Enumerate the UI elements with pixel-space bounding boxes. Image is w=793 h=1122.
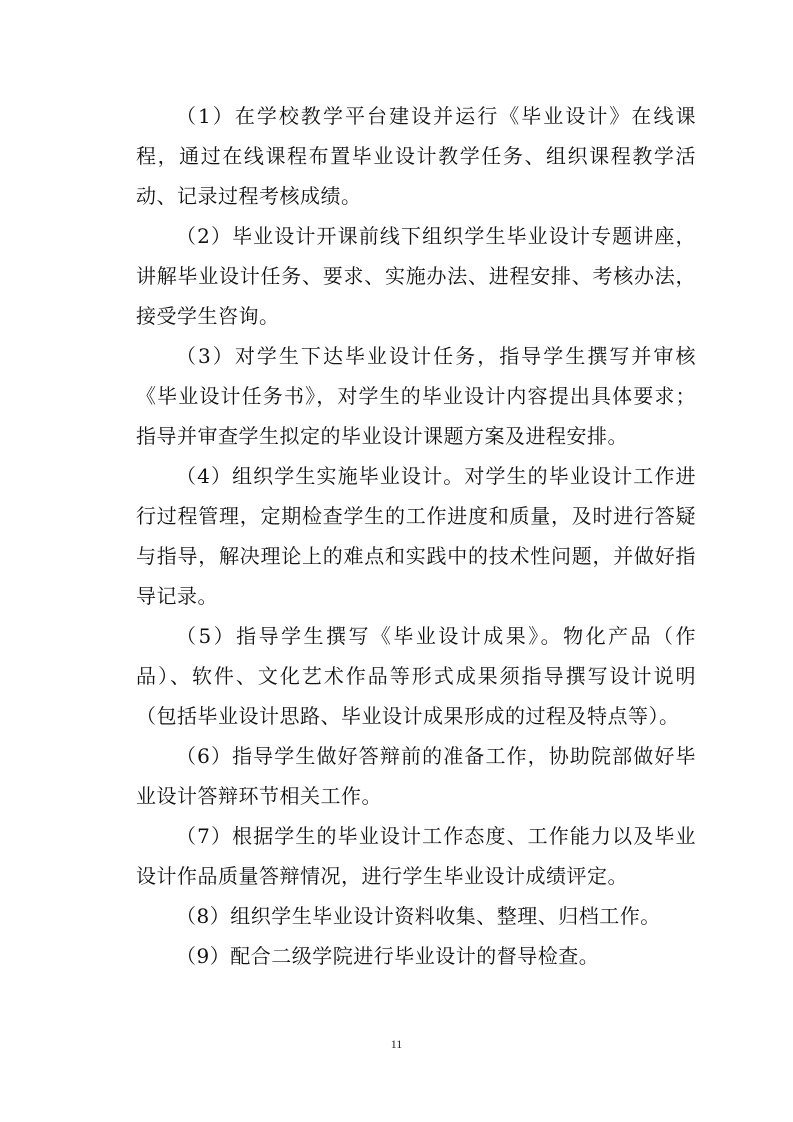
paragraph-item-9: （9）配合二级学院进行毕业设计的督导检查。 <box>176 944 600 968</box>
paragraph-item-7: （7）根据学生的毕业设计工作态度、工作能力以及毕业设计作品质量答辩情况，进行学生毕业设计成绩评定。 <box>136 824 696 888</box>
paragraph-item-2: （2）毕业设计开课前线下组织学生毕业设计专题讲座，讲解毕业设计任务、要求、实施办法、进程安排、考核办法，接受学生咨询。 <box>136 224 696 328</box>
document-body <box>136 96 696 976</box>
paragraph-item-3: （3）对学生下达毕业设计任务，指导学生撰写并审核《毕业设计任务书》，对学生的毕业设计内容提出具体要求；指导并审查学生拟定的毕业设计课题方案及进程安排。 <box>136 344 696 448</box>
paragraph-item-8: （8）组织学生毕业设计资料收集、整理、归档工作。 <box>176 904 661 928</box>
page-number: 11 <box>390 1037 403 1051</box>
paragraph-item-1: （1）在学校教学平台建设并运行《毕业设计》在线课程，通过在线课程布置毕业设计教学任务、组织课程教学活动、记录过程考核成绩。 <box>136 104 696 208</box>
paragraph-item-4: （4）组织学生实施毕业设计。对学生的毕业设计工作进行过程管理，定期检查学生的工作进度和质量，及时进行答疑与指导，解决理论上的难点和实践中的技术性问题，并做好指导记录。 <box>136 464 696 608</box>
paragraph-item-5: （5）指导学生撰写《毕业设计成果》。物化产品（作品）、软件、文化艺术作品等形式成果须指导撰写设计说明（包括毕业设计思路、毕业设计成果形成的过程及特点等）。 <box>136 624 696 728</box>
paragraph-item-6: （6）指导学生做好答辩前的准备工作，协助院部做好毕业设计答辩环节相关工作。 <box>136 744 696 808</box>
